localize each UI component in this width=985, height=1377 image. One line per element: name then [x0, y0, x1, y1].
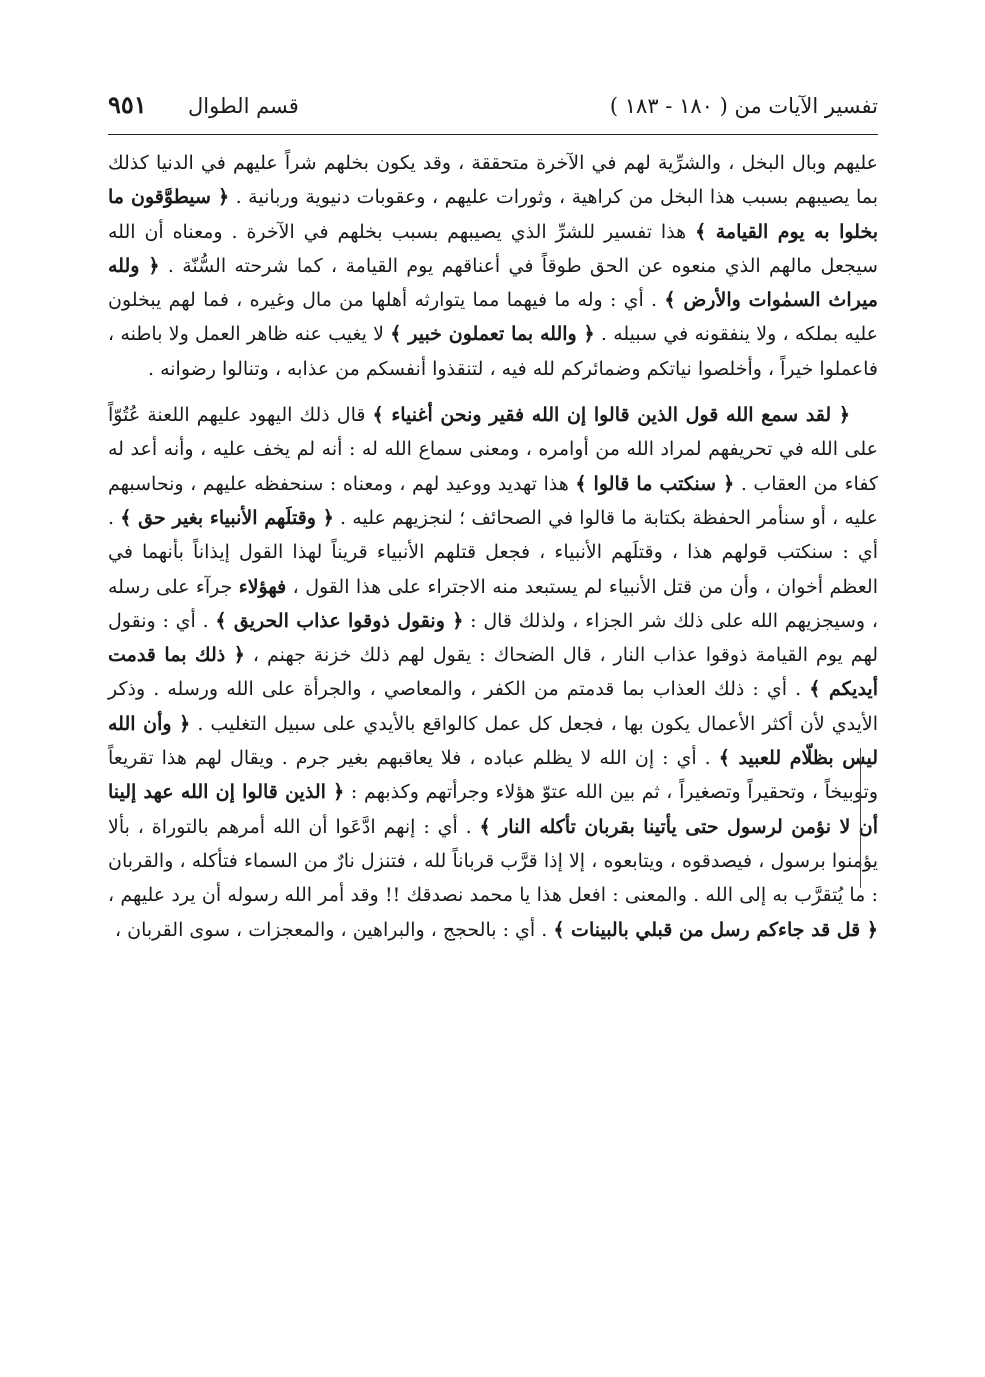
commentary-text: قال ذلك اليهود عليهم اللعنة عُتُوّاً على الله في تحريفهم لمراد الله من أوامره ، ومعنى سماع الله له : أنه لم يخف عليه ، وأنه أعد له كفاء من العقاب . [108, 404, 878, 495]
quran-quote: ﴿ والله بما تعملون خبير ﴾ [390, 323, 595, 346]
commentary-text: هذا تهديد ووعيد لهم ، ومعناه : سنحفظه عليهم ، ونحاسبهم عليه ، أو سنأمر الحفظة بكتابة ما قالوا في الصحائف ؛ لنجزيهم عليه . [108, 472, 878, 529]
commentary-text: هذا تفسير للشرِّ الذي يصيبهم بسبب بخلهم في الآخرة . ومعناه أن الله سيجعل مالهم الذي منعوه عن الحق طوقاً في أعناقهم يوم القيامة ، كما شرحته السُّنّة . [108, 220, 878, 277]
quran-quote: ﴿ قل قد جاءكم رسل من قبلي بالبينات ﴾ [553, 918, 878, 941]
commentary-text: . أي : إن الله لا يظلم عباده ، فلا يعاقبهم بغير جرم . ويقال لهم هذا تقريعاً وتوبيخاً ، وتحقيراً وتصغيراً ، ثم بين الله عتوّ هؤلاء وجرأتهم وكذبهم : [108, 747, 878, 804]
commentary-text: . أي : وله ما فيهما مما يتوارثه أهلها من مال وغيره ، فما لهم يبخلون عليه بملكه ، ولا ينفقونه في سبيله . [108, 289, 878, 346]
quran-quote: ﴿ لقد سمع الله قول الذين قالوا إن الله فقير ونحن أغنياء ﴾ [372, 404, 850, 427]
page-number: ٩٥١ [108, 90, 147, 119]
commentary-text: . أي : بالحجج ، والبراهين ، والمعجزات ، سوى القربان ، [114, 918, 554, 941]
header-rule [108, 134, 878, 135]
commentary-text: . أي : ذلك العذاب بما قدمتم من الكفر ، والمعاصي ، والجرأة على الله ورسله . وذكر الأيدي لأن أكثر الأعمال يكون بها ، فجعل كل عمل كالواقع بالأيدي على سبيل التغليب . [108, 678, 878, 735]
running-title: تفسير الآيات من ( ١٨٠ - ١٨٣ ) [609, 94, 878, 118]
commentary-text: جرآء على رسله ، وسيجزيهم الله على ذلك شر الجزاء ، ولذلك قال : [108, 575, 878, 632]
quran-quote: ﴿ ونقول ذوقوا عذاب الحريق ﴾ [215, 609, 464, 632]
quran-quote: ﴿ ولله ميراث السمٰوات والأرض ﴾ [108, 254, 878, 312]
page-header [108, 88, 878, 128]
quran-quote: ﴿ الذين قالوا إن الله عهد إلينا أن لا نؤمن لرسول حتى يأتينا بقربان تأكله النار ﴾ [108, 781, 878, 838]
quran-quote: ﴿ سنكتب ما قالوا ﴾ [575, 472, 735, 495]
quran-quote: ﴿ وأن الله ليس بظلّام للعبيد ﴾ [108, 712, 878, 770]
paragraph-2 [108, 398, 878, 947]
commentary-text: لا يغيب عنه ظاهر العمل ولا باطنه ، فاعملوا خيراً ، وأخلصوا نياتكم وضمائركم لله فيه ، لتنقذوا أنفسكم من عذابه ، وتنالوا رضوانه . [108, 323, 878, 380]
quran-quote: فهؤلاء [238, 575, 287, 598]
quran-quote: ﴿ ذلك بما قدمت أيديكم ﴾ [108, 644, 878, 701]
quran-quote: ﴿ سيطوَّقون ما بخلوا به يوم القيامة ﴾ [108, 186, 879, 243]
commentary-text: عليهم وبال البخل ، والشرِّية لهم في الآخرة متحققة ، وقد يكون بخلهم شراً عليهم في الدنيا كذلك بما يصيبهم بسبب هذا البخل من كراهية ، وثورات عليهم ، وعقوبات دنيوية وربانية . [108, 152, 879, 209]
quran-quote: ﴿ وقتلَهم الأنبياء بغير حق ﴾ [120, 506, 334, 529]
commentary-text: . أي : سنكتب قولهم هذا ، وقتلَهم الأنبياء ، فجعل قتلهم الأنبياء قريناً لهذا القول إيذاناً بأنهما في العظم أخوان ، وأن من قتل الأنبياء لم يستبعد منه الاجتراء على هذا القول ، [108, 506, 878, 598]
margin-pen-mark [860, 748, 861, 888]
commentary-text: . أي : ونقول لهم يوم القيامة ذوقوا عذاب النار ، قال الضحاك : يقول لهم ذلك خزنة جهنم ، [108, 609, 878, 667]
section-name: قسم الطوال [188, 94, 299, 118]
paragraph-1 [108, 146, 878, 386]
commentary-body [108, 146, 878, 947]
commentary-text: . أي : إنهم ادَّعَوا أن الله أمرهم بالتوراة ، بألا يؤمنوا برسول ، فيصدقوه ، ويتابعوه ، إلا إذا قرَّب قرباناً لله ، فتنزل نارٌ من السماء فتأكله ، والقربان : ما يُتقرَّب به إلى الله . والمعنى : افعل هذا يا محمد نصدقك !! وقد أمر الله رسوله أن يرد عليهم ، [108, 815, 878, 907]
